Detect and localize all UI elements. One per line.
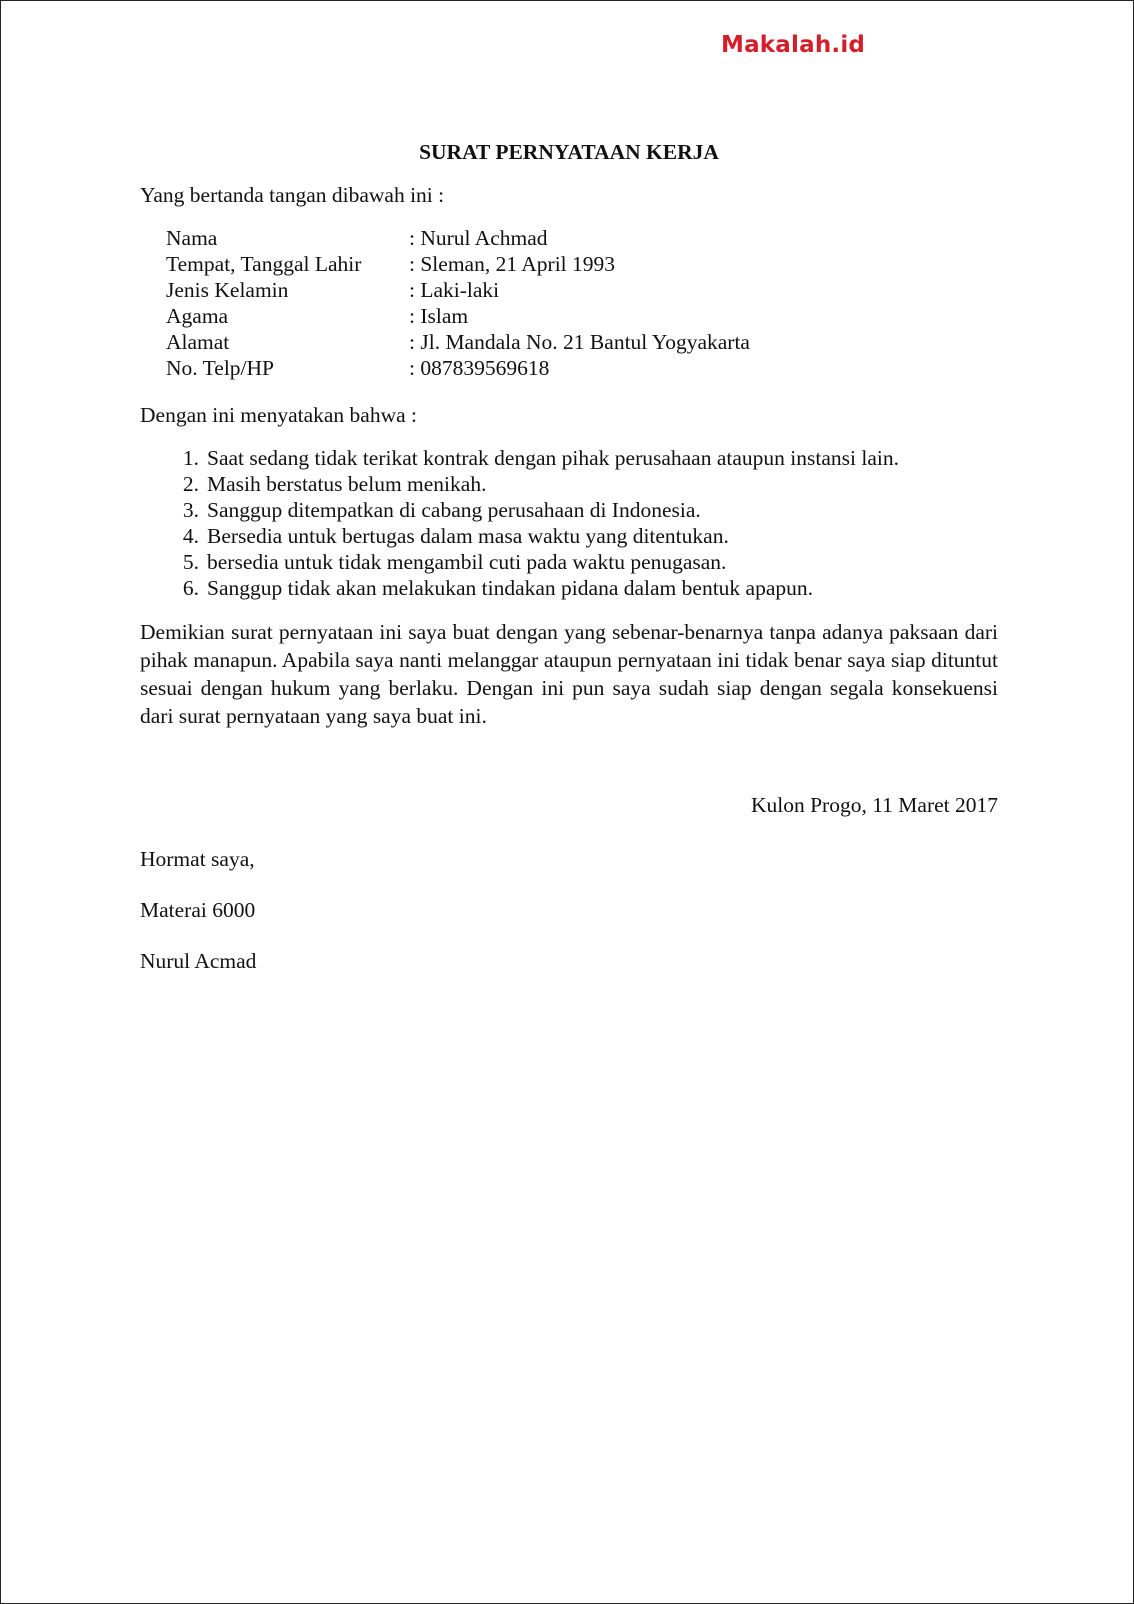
list-item-number: 6. — [182, 576, 199, 600]
letter-body — [140, 139, 998, 974]
list-item — [140, 549, 998, 575]
identity-table — [166, 225, 750, 381]
list-item-number: 3. — [182, 498, 199, 522]
identity-label: No. Telp/HP — [166, 356, 274, 380]
identity-value: : 087839569618 — [409, 356, 550, 380]
identity-value: : Islam — [409, 304, 469, 328]
list-item-text: Saat sedang tidak terikat kontrak dengan pihak perusahaan ataupun instansi lain. — [207, 446, 899, 470]
identity-label: Alamat — [166, 330, 230, 354]
identity-value: : Nurul Achmad — [409, 226, 548, 250]
identity-row — [166, 251, 750, 277]
letter-title: SURAT PERNYATAAN KERJA — [419, 140, 719, 164]
list-item-text: Sanggup tidak akan melakukan tindakan pidana dalam bentuk apapun. — [207, 576, 813, 600]
list-item — [140, 471, 998, 497]
identity-value: : Jl. Mandala No. 21 Bantul Yogyakarta — [409, 330, 750, 354]
identity-value: : Laki-laki — [409, 278, 500, 302]
list-item-text: Masih berstatus belum menikah. — [207, 472, 487, 496]
intro-text: Yang bertanda tangan dibawah ini : — [140, 183, 445, 207]
list-item — [140, 445, 998, 471]
list-item — [140, 497, 998, 523]
statement-list — [140, 445, 998, 601]
identity-row — [166, 225, 750, 251]
list-item-text: Sanggup ditempatkan di cabang perusahaan di Indonesia. — [207, 498, 701, 522]
identity-row — [166, 329, 750, 355]
stamp-duty-note: Materai 6000 — [140, 898, 256, 922]
place-date: Kulon Progo, 11 Maret 2017 — [750, 793, 998, 817]
identity-row — [166, 277, 750, 303]
statement-intro: Dengan ini menyatakan bahwa : — [140, 403, 418, 427]
list-item — [140, 523, 998, 549]
closing-paragraph: Demikian surat pernyataan ini saya buat dengan yang sebenar-benarnya tanpa adanya paksaan dari pihak manapun. Apabila saya nanti melanggar ataupun pernyataan ini tidak benar saya siap dituntut sesuai dengan hukum yang berlaku. Dengan ini pun saya sudah siap dengan segala konsekuensi dari surat pernyataan yang saya buat ini. — [140, 620, 998, 728]
identity-value: : Sleman, 21 April 1993 — [409, 252, 616, 276]
identity-row — [166, 303, 750, 329]
signer-name: Nurul Acmad — [140, 949, 257, 973]
list-item-text: Bersedia untuk bertugas dalam masa waktu yang ditentukan. — [207, 524, 729, 548]
list-item-text: bersedia untuk tidak mengambil cuti pada waktu penugasan. — [207, 550, 727, 574]
identity-label: Jenis Kelamin — [166, 278, 289, 302]
list-item — [140, 575, 998, 601]
list-item-number: 4. — [182, 524, 199, 548]
identity-label: Agama — [166, 304, 229, 328]
identity-label: Nama — [166, 226, 218, 250]
list-item-number: 5. — [182, 550, 199, 574]
identity-row — [166, 355, 750, 381]
list-item-number: 1. — [182, 446, 199, 470]
list-item-number: 2. — [182, 472, 199, 496]
regards: Hormat saya, — [140, 847, 255, 871]
site-watermark: Makalah.id — [721, 32, 866, 58]
identity-label: Tempat, Tanggal Lahir — [166, 252, 362, 276]
